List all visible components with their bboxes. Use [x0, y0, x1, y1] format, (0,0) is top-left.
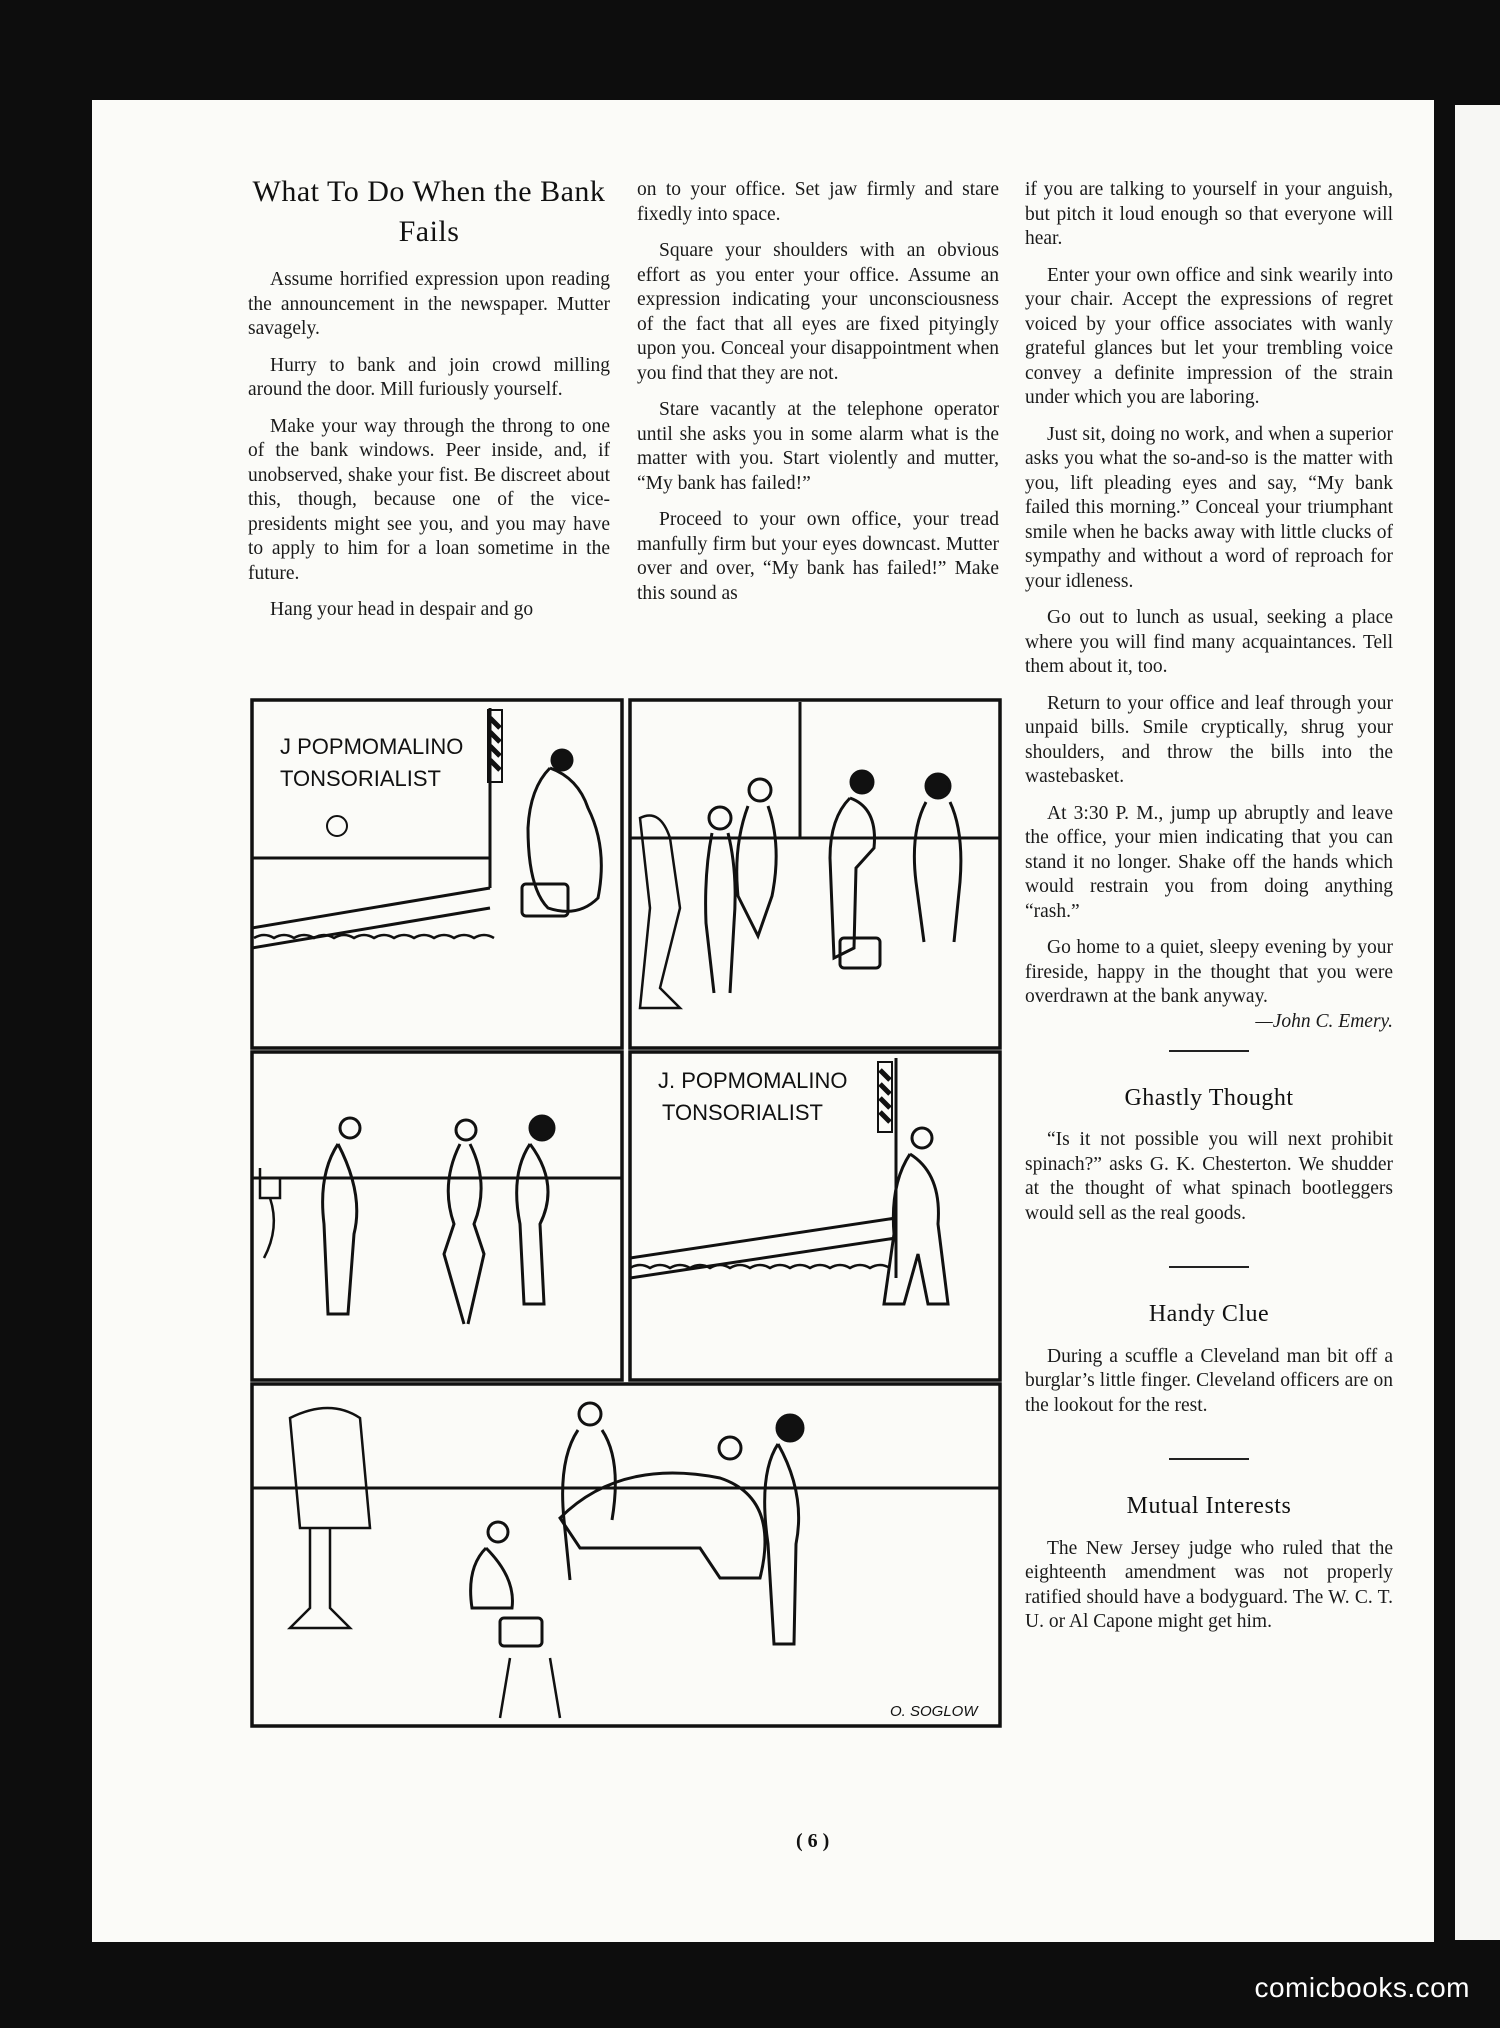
item-title: Handy Clue: [1148, 1301, 1270, 1327]
article-column-1: [248, 172, 610, 635]
comic-panel-3: [252, 1052, 622, 1380]
article-column-3: [1025, 178, 1393, 1647]
section-divider: [1169, 1266, 1249, 1268]
section-divider: [1169, 1050, 1249, 1052]
paragraph: Square your shoulders with an obvious effort as you enter your office. Assume an expression indicating your unconsciousness of the fact that all eyes are fixed pityingly upon you. Conceal your disappointment when you find that they are not.: [637, 240, 999, 384]
next-page-edge: [1455, 105, 1500, 1940]
comic-panel-2: [630, 700, 1000, 1048]
sign-text: J. POPMOMALINO: [658, 1068, 848, 1093]
comic-panel-1: [252, 700, 622, 1048]
paragraph: Enter your own office and sink wearily into your chair. Accept the expressions of regret voiced by your office associates with wanly grateful glances but let your trembling voice convey a definite impression of the strain under which you are laboring.: [1025, 264, 1393, 408]
paragraph: if you are talking to yourself in your anguish, but pitch it loud enough so that everyone will hear.: [1025, 179, 1393, 249]
paragraph: Just sit, doing no work, and when a superior asks you what the so-and-so is the matter with you, lift pleading eyes and say, “My bank failed this morning.” Conceal your triumphant smile when he backs away with little clucks of sympathy and without a word of reproach for your idleness.: [1025, 423, 1393, 592]
item-title: Ghastly Thought: [1124, 1084, 1294, 1111]
site-watermark: comicbooks.com: [1254, 1972, 1470, 2003]
byline: —John C. Emery.: [1255, 1010, 1393, 1032]
item-body: During a scuffle a Cleveland man bit off a burglar’s little finger. Cleveland officers are on the lookout for the rest.: [1025, 1345, 1393, 1416]
paragraph: on to your office. Set jaw firmly and stare fixedly into space.: [637, 179, 999, 225]
sign-text: TONSORIALIST: [662, 1100, 823, 1125]
paragraph: Make your way through the throng to one of the bank windows. Peer inside, and, if unobserved, shake your fist. Be discreet about this, though, because one of the vice-presidents might see you, and you may have to apply to him for a loan sometime in the future.: [248, 415, 610, 584]
item-body: The New Jersey judge who ruled that the eighteenth amendment was not properly ratified should have a bodyguard. The W. C. T. U. or Al Capone might get him.: [1025, 1537, 1393, 1632]
paragraph: Hang your head in despair and go: [270, 599, 534, 620]
paragraph: Return to your office and leaf through your unpaid bills. Smile cryptically, shrug your shoulders, and throw the bills into the wastebasket.: [1025, 692, 1393, 787]
comic-strip: [250, 698, 1006, 1730]
comic-panel-4: [630, 1052, 1000, 1380]
comic-panel-5: [252, 1384, 1000, 1726]
article-column-2: [637, 178, 999, 618]
item-title: Mutual Interests: [1126, 1493, 1292, 1519]
paragraph-text: Go home to a quiet, sleepy evening by your fireside, happy in the thought that you were overdrawn at the bank anyway.: [1025, 937, 1393, 1007]
article-title: What To Do When the Bank Fails: [252, 175, 606, 248]
paragraph: Go out to lunch as usual, seeking a place where you will find many acquaintances. Tell them about it, too.: [1025, 607, 1393, 677]
item-body: “Is it not possible you will next prohibit spinach?” asks G. K. Chesterton. We shudder at the thought of what spinach bootleggers would sell as the real goods.: [1025, 1129, 1393, 1224]
paragraph: Hurry to bank and join crowd milling around the door. Mill furiously yourself.: [248, 354, 610, 400]
sign-text: J POPMOMALINO: [280, 734, 464, 759]
paragraph: [1025, 936, 1393, 1032]
artist-signature: O. SOGLOW: [890, 1703, 978, 1720]
paragraph: At 3:30 P. M., jump up abruptly and leave the office, your mien indicating that you can stand it no longer. Shake off the hands which would restrain you from doing anything “rash.”: [1025, 802, 1393, 922]
paragraph: Stare vacantly at the telephone operator until she asks you in some alarm what is the matter with you. Start violently and mutter, “My bank has failed!”: [637, 399, 999, 494]
paragraph: Proceed to your own office, your tread manfully firm but your eyes downcast. Mutter over and over, “My bank has failed!” Make this sound as: [637, 509, 999, 604]
paragraph: Assume horrified expression upon reading the announcement in the newspaper. Mutter savagely.: [248, 269, 610, 339]
section-divider: [1169, 1458, 1249, 1460]
page-number: ( 6 ): [796, 1830, 830, 1852]
sign-text: TONSORIALIST: [280, 766, 441, 791]
